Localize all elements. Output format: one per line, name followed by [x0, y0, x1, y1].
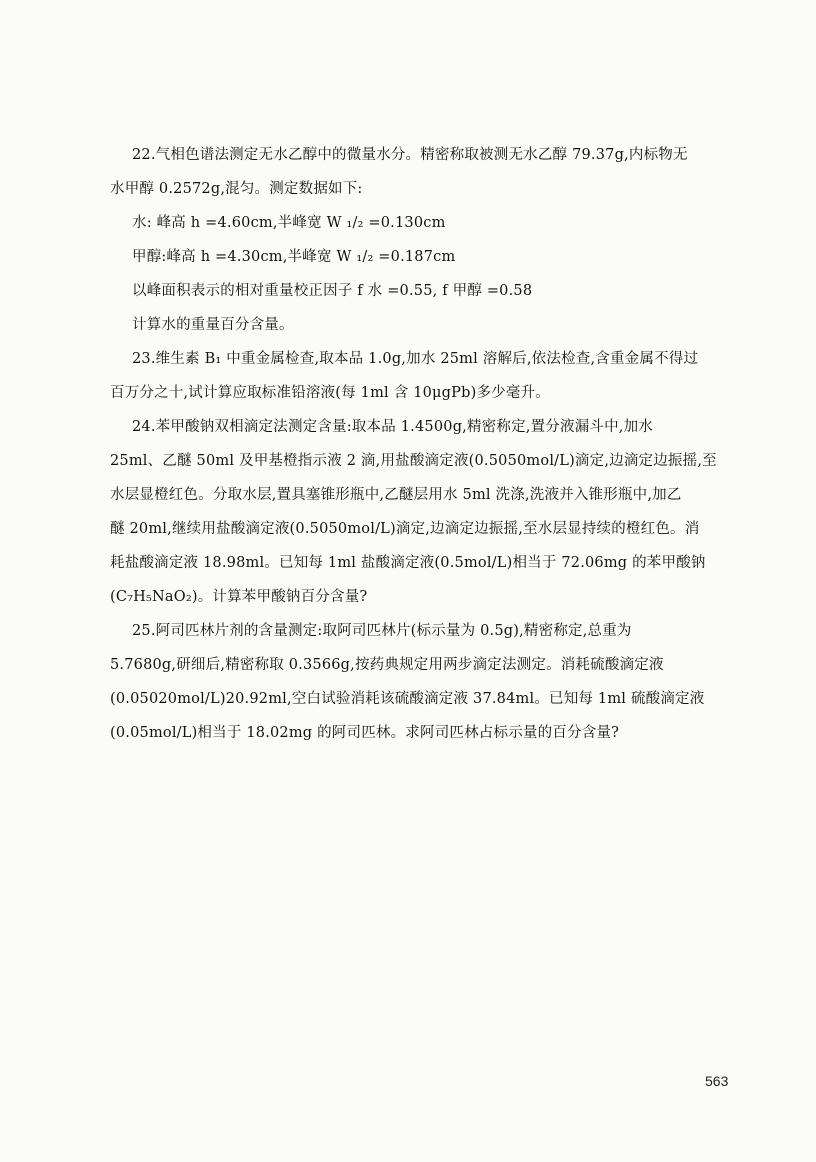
- question-25-line-4: (0.05mol/L)相当于 18.02mg 的阿司匹林。求阿司匹林占标示量的百分含量?: [110, 725, 620, 741]
- question-24-line-5: 耗盐酸滴定液 18.98ml。已知每 1ml 盐酸滴定液(0.5mol/L)相当于 72.06mg 的苯甲酸钠: [110, 555, 706, 571]
- question-23-line-1: 23.维生素 B₁ 中重金属检查,取本品 1.0g,加水 25ml 溶解后,依法检查,含重金属不得过: [132, 351, 699, 367]
- page-body: [110, 138, 755, 750]
- question-24-line-6: (C₇H₅NaO₂)。计算苯甲酸钠百分含量?: [110, 589, 368, 605]
- question-22-line-2: 水甲醇 0.2572g,混匀。测定数据如下:: [110, 181, 363, 197]
- question-25-line-1: 25.阿司匹林片剂的含量测定:取阿司匹林片(标示量为 0.5g),精密称定,总重为: [132, 623, 632, 639]
- question-24: [110, 410, 755, 614]
- question-22: [110, 138, 755, 342]
- question-25-line-3: (0.05020mol/L)20.92ml,空白试验消耗该硫酸滴定液 37.84ml。已知每 1ml 硫酸滴定液: [110, 691, 705, 707]
- question-22-line-6: 计算水的重量百分含量。: [132, 317, 294, 333]
- question-24-line-1: 24.苯甲酸钠双相滴定法测定含量:取本品 1.4500g,精密称定,置分液漏斗中,加水: [132, 419, 653, 435]
- question-25-line-2: 5.7680g,研细后,精密称取 0.3566g,按药典规定用两步滴定法测定。消耗硫酸滴定液: [110, 657, 664, 673]
- question-23-line-2: 百万分之十,试计算应取标准铅溶液(每 1ml 含 10μgPb)多少毫升。: [110, 385, 550, 401]
- question-22-line-5: 以峰面积表示的相对重量校正因子 f 水 =0.55, f 甲醇 =0.58: [132, 283, 533, 299]
- question-22-line-4: 甲醇:峰高 h =4.30cm,半峰宽 W ₁/₂ =0.187cm: [132, 249, 456, 265]
- question-23: [110, 342, 755, 410]
- question-25: [110, 614, 755, 750]
- question-24-line-4: 醚 20ml,继续用盐酸滴定液(0.5050mol/L)滴定,边滴定边振摇,至水层显持续的橙红色。消: [110, 521, 700, 537]
- question-22-line-1: 22.气相色谱法测定无水乙醇中的微量水分。精密称取被测无水乙醇 79.37g,内标物无: [132, 147, 688, 163]
- question-24-line-3: 水层显橙红色。分取水层,置具塞锥形瓶中,乙醚层用水 5ml 洗涤,洗液并入锥形瓶中,加乙: [110, 487, 682, 503]
- question-22-line-3: 水: 峰高 h =4.60cm,半峰宽 W ₁/₂ =0.130cm: [132, 215, 446, 231]
- page-number: 563: [705, 1073, 729, 1089]
- question-24-line-2: 25ml、乙醚 50ml 及甲基橙指示液 2 滴,用盐酸滴定液(0.5050mol/L)滴定,边滴定边振摇,至: [110, 453, 717, 469]
